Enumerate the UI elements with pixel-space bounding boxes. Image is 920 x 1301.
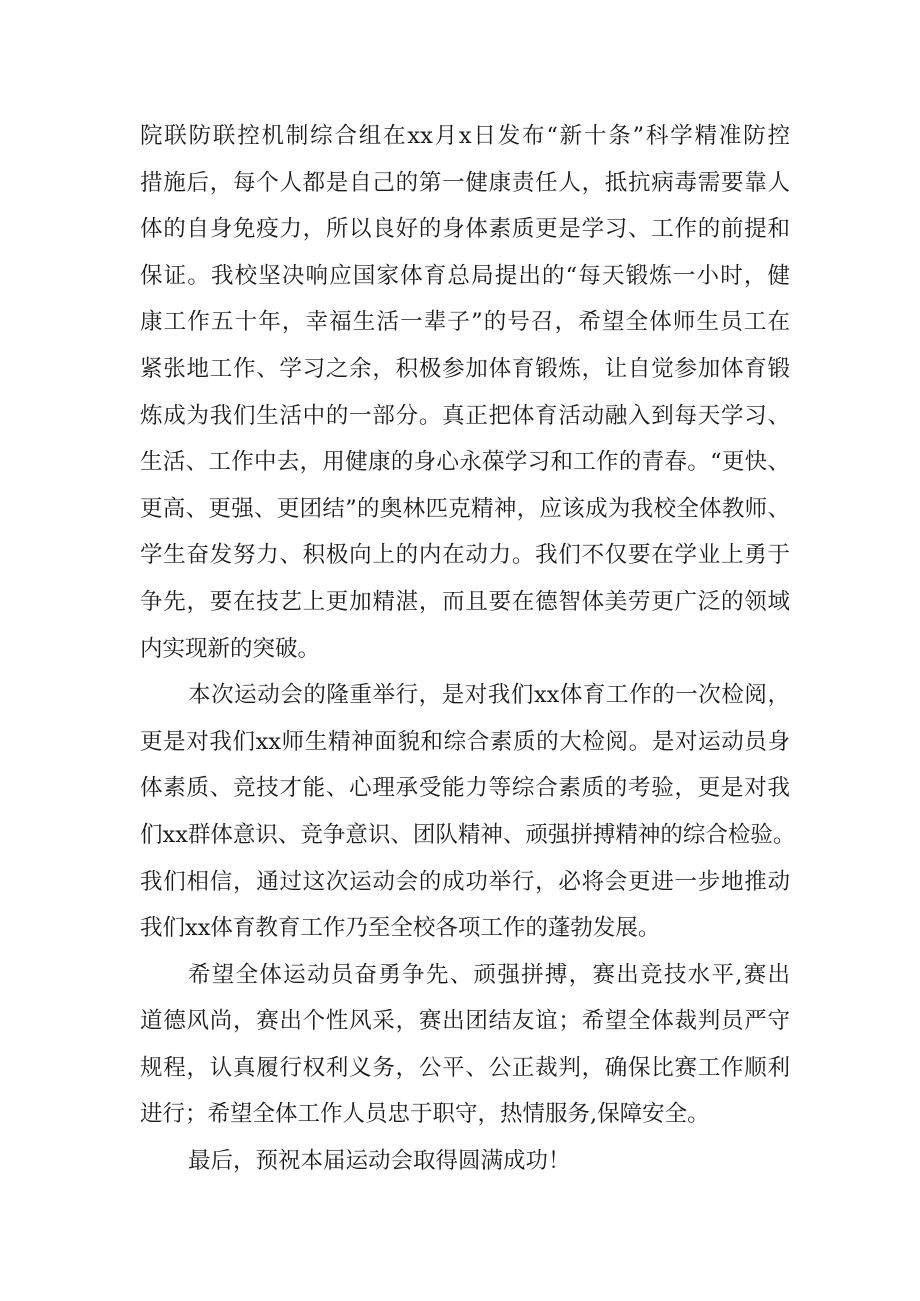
text-line: 康工作五十年，幸福生活一辈子”的号召，希望全体师生员工在 (140, 309, 790, 336)
text-line: 体素质、竞技才能、心理承受能力等综合素质的考验，更是对我 (140, 775, 790, 802)
text-line: 炼成为我们生活中的一部分。真正把体育活动融入到每天学习、 (140, 402, 790, 429)
text-line: 院联防联控机制综合组在xx月x日发布“新十条”科学精准防控 (140, 123, 790, 149)
text-line: 进行；希望全体工作人员忠于职守，热情服务,保障安全。 (140, 1101, 710, 1128)
body-text (140, 113, 796, 1185)
text-line: 学生奋发努力、积极向上的内在动力。我们不仅要在学业上勇于 (140, 542, 790, 569)
text-line: 保证。我校坚决响应国家体育总局提出的“每天锻炼一小时，健 (140, 262, 790, 289)
text-line: 我们xx体育教育工作乃至全校各项工作的蓬勃发展。 (140, 915, 661, 942)
text-line: 生活、工作中去，用健康的身心永葆学习和工作的青春。“更快、 (140, 449, 790, 476)
text-line: 最后，预祝本届运动会取得圆满成功！ (188, 1148, 571, 1175)
text-line: 希望全体运动员奋勇争先、顽强拼搏，赛出竞技水平,赛出 (188, 961, 790, 988)
text-line: 更高、更强、更团结”的奥林匹克精神，应该成为我校全体教师、 (140, 495, 790, 522)
text-line: 道德风尚，赛出个性风采，赛出团结友谊；希望全体裁判员严守 (140, 1008, 790, 1035)
text-line: 措施后，每个人都是自己的第一健康责任人，抵抗病毒需要靠人 (140, 169, 790, 196)
text-line: 我们相信，通过这次运动会的成功举行，必将会更进一步地推动 (140, 868, 790, 895)
text-line: 本次运动会的隆重举行，是对我们xx体育工作的一次检阅， (188, 682, 790, 709)
paragraph-1 (140, 113, 790, 672)
text-line: 紧张地工作、学习之余，积极参加体育锻炼，让自觉参加体育锻 (140, 355, 790, 382)
text-line: 更是对我们xx师生精神面貌和综合素质的大检阅。是对运动员身 (140, 728, 790, 755)
text-line: 内实现新的突破。 (140, 635, 321, 662)
text-line: 们xx群体意识、竞争意识、团队精神、顽强拼搏精神的综合检验。 (140, 821, 796, 848)
text-line: 争先，要在技艺上更加精湛，而且要在德智体美劳更广泛的领域 (140, 588, 790, 615)
paragraph-4 (140, 1138, 790, 1185)
text-line: 体的自身免疫力，所以良好的身体素质更是学习、工作的前提和 (140, 216, 790, 243)
paragraph-2 (140, 672, 796, 952)
paragraph-3 (140, 952, 790, 1138)
text-line: 规程，认真履行权利义务，公平、公正裁判，确保比赛工作顺利 (140, 1054, 790, 1081)
